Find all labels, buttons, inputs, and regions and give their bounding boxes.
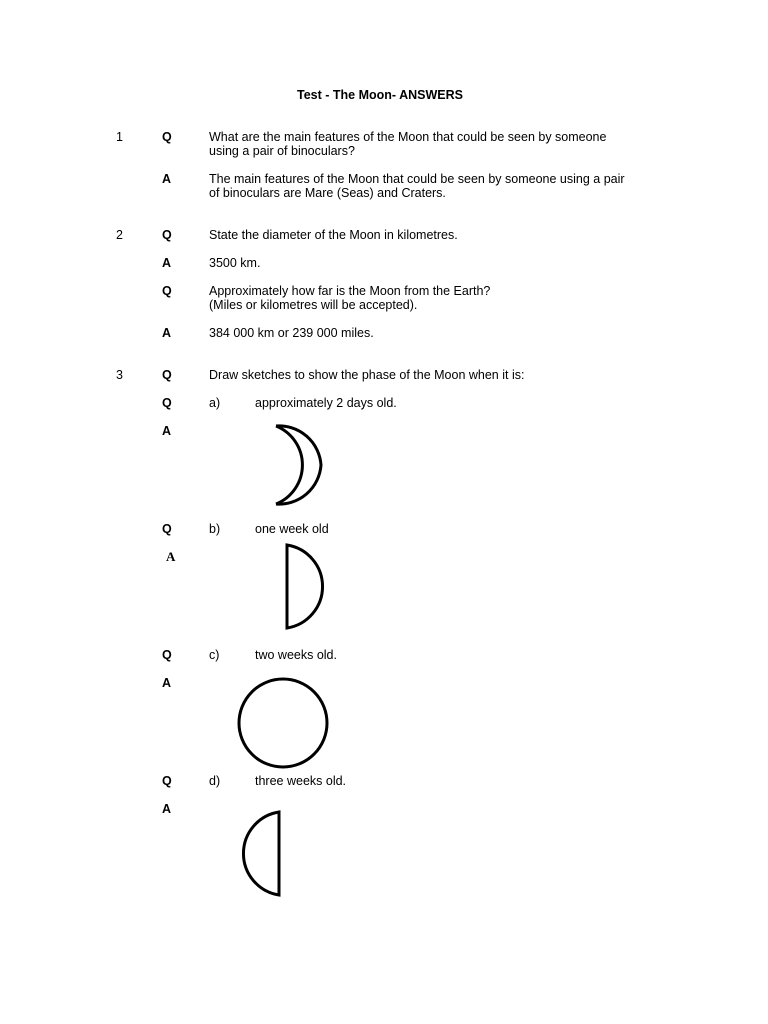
part-a-text: approximately 2 days old. (255, 396, 397, 410)
answer-2b-text: 384 000 km or 239 000 miles. (209, 326, 374, 340)
answer-2-text: 3500 km. (209, 256, 261, 270)
q-marker: Q (162, 774, 172, 788)
a-marker: A (162, 256, 172, 270)
part-b-text: one week old (255, 522, 329, 536)
q-marker: Q (162, 522, 172, 536)
q-marker: Q (162, 284, 172, 298)
answer-1-text-line-1: The main features of the Moon that could be seen by someone using a pair (209, 172, 625, 186)
a-marker: A (162, 676, 172, 690)
part-c-text: two weeks old. (255, 648, 337, 662)
q-marker: Q (162, 368, 172, 382)
a-marker: A (162, 802, 172, 816)
question-2b-text-line-2: (Miles or kilometres will be accepted). (209, 298, 418, 312)
question-1-text-line-2: using a pair of binoculars? (209, 144, 355, 158)
q-marker: Q (162, 228, 172, 242)
a-marker: A (162, 326, 172, 340)
part-b-letter: b) (209, 522, 221, 536)
a-marker: A (162, 172, 172, 186)
q-marker: Q (162, 396, 172, 410)
question-number-2: 2 (116, 228, 123, 242)
question-2-text: State the diameter of the Moon in kilometres. (209, 228, 458, 242)
question-1-text-line-1: What are the main features of the Moon that could be seen by someone (209, 130, 607, 144)
a-marker: A (166, 549, 176, 564)
part-d-letter: d) (209, 774, 221, 788)
part-d-text: three weeks old. (255, 774, 347, 788)
question-3-text: Draw sketches to show the phase of the Moon when it is: (209, 368, 525, 382)
question-number-3: 3 (116, 368, 123, 382)
a-marker: A (162, 424, 172, 438)
q-marker: Q (162, 130, 172, 144)
q-marker: Q (162, 648, 172, 662)
part-c-letter: c) (209, 648, 220, 662)
page-title: Test - The Moon- ANSWERS (297, 88, 463, 102)
answer-1-text-line-2: of binoculars are Mare (Seas) and Craters. (209, 186, 446, 200)
question-2b-text-line-1: Approximately how far is the Moon from the Earth? (209, 284, 491, 298)
question-number-1: 1 (116, 130, 123, 144)
part-a-letter: a) (209, 396, 221, 410)
